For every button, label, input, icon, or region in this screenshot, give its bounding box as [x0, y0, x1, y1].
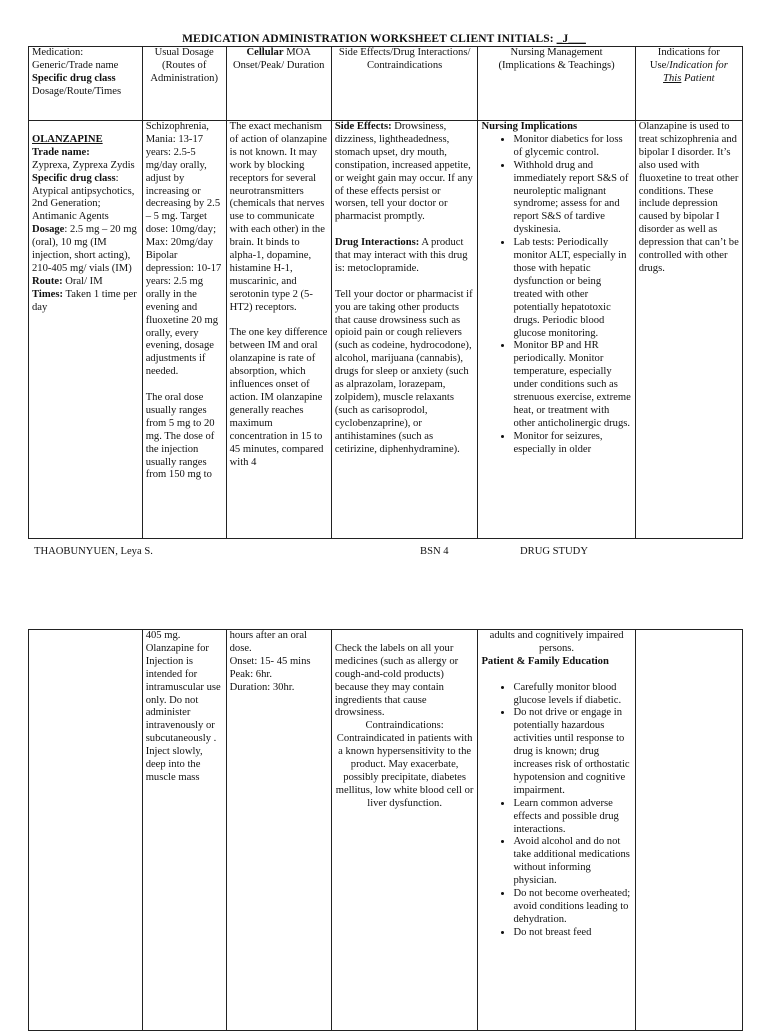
moa-cell: [226, 121, 331, 539]
content-row-page-2: [29, 630, 743, 1031]
footer-study-label: DRUG STUDY: [520, 546, 588, 557]
contraindications-text: Contraindicated in patients with a known hypersensitivity to the product. May exacerbate, possibly precipitate, diabetes mellitus, low white blood cell or liver dysfunction.: [335, 733, 474, 809]
client-initials: _J___: [556, 33, 586, 45]
usual-dosage-p3: 405 mg. Olanzapine for Injection is intended for intramuscular use only. Do not administer intravenously or subcutaneously . Inject slowly, deep into the muscle mass: [145, 630, 221, 783]
moa-p1: The exact mechanism of action of olanzapine is not known. It may work by blocking receptors for several neurotransmitters (chemicals that nerves use to communicate with each other) in the brain. It binds to alpha-1, dopamine, histamine H-1, muscarinic, and serotonin type 2 (5-HT2) receptors.: [229, 121, 327, 313]
moa-p2: The one key difference between IM and oral olanzapine is rate of absorption, which influences onset of action. IM olanzapine generally reaches maximum concentration in 15 to 45 minutes, compared with 4: [229, 327, 328, 468]
generic-name: OLANZAPINE: [32, 133, 103, 145]
worksheet-title-text: MEDICATION ADMINISTRATION WORKSHEET CLIENT INITIALS:: [182, 33, 557, 45]
patient-education-label: Patient & Family Education: [481, 655, 609, 667]
header-moa-rest: MOA Onset/Peak/ Duration: [232, 47, 325, 71]
list-item: • Do not become overheated; avoid conditions leading to dehydration.: [513, 888, 631, 927]
moa-onset: Onset: 15- 45 mins: [229, 655, 311, 667]
nursing-implications-list: [481, 134, 631, 457]
indications-cell-cont: [635, 630, 742, 1031]
header-usual-dosage: Usual Dosage (Routes of Administration): [142, 47, 226, 121]
list-item: • Do not drive or engage in potentially hazardous activities until response to drug is known; drug increases risk of orthostatic hypotension and cognitive impairment.: [513, 707, 631, 797]
nursing-cell: [478, 121, 635, 539]
contraindications-label: Contraindications:: [365, 720, 444, 732]
list-item: • Monitor BP and HR periodically. Monitor temperature, especially under conditions such as strenuous exercise, extreme heat, or treatment with other anticholinergic drugs.: [513, 340, 631, 430]
header-medication-line3: Specific drug class: [32, 72, 116, 84]
moa-p3: hours after an oral dose.: [229, 630, 307, 654]
side-effects-p4: Check the labels on all your medicines (such as allergy or cough-and-cold products) because they may contain ingredients that cause drowsiness.: [334, 642, 459, 719]
list-item: • Avoid alcohol and do not take additional medications without informing physician.: [513, 836, 631, 888]
header-side-effects: Side Effects/Drug Interactions/ Contraindications: [331, 47, 478, 121]
header-row: [29, 47, 743, 121]
header-moa-bold: Cellular: [246, 47, 284, 58]
nursing-continued: adults and cognitively impaired persons.: [489, 630, 624, 654]
trade-name: Zyprexa, Zyprexa Zydis: [32, 159, 135, 171]
route-label: Route:: [32, 275, 63, 287]
content-row-page-1: [29, 121, 743, 539]
drug-interactions-text: A product that may interact with this drug is: metoclopramide.: [334, 237, 468, 274]
header-indications-line1: Indications for Use/: [649, 47, 720, 71]
side-effects-label: Side Effects:: [334, 121, 392, 132]
side-effects-p3: Tell your doctor or pharmacist if you are taking other products that cause drowsiness such as opioid pain or cough relievers (such as codeine, hydrocodone), alcohol, marijuana (cannabis), drugs for sleep or anxiety (such as alprazolam, lorazepam, zolpidem), muscle relaxants (such as carisoprodol, cyclobenzaprine), or antihistamines (such as cetirizine, diphenhydramine).: [334, 288, 473, 455]
usual-dosage-p1: Schizophrenia, Mania: 13-17 years: 2.5-5 mg/day orally, adjust by increasing or decreasing by 2.5 – 5 mg. Target dose: 10mg/day; Max: 20mg/day Bipolar depression: 10-17 years: 2.5 mg orally in the evening and fluoxetine 20 mg orally, every evening, dosage adjustments if needed.: [145, 121, 222, 378]
usual-dosage-cell-cont: [142, 630, 226, 1031]
medication-cell: [29, 121, 143, 539]
nursing-cell-cont: [478, 630, 635, 1031]
header-medication: [29, 47, 143, 121]
header-indications-this: This: [663, 72, 682, 84]
drug-interactions-label: Drug Interactions:: [334, 237, 420, 249]
footer-student-name: THAOBUNYUEN, Leya S.: [34, 546, 153, 557]
nursing-implications-label: Nursing Implications: [481, 121, 578, 132]
times-label: Times:: [32, 288, 63, 300]
medication-cell-cont: [29, 630, 143, 1031]
header-indications-patient: Patient: [681, 72, 715, 84]
header-medication-line1: Medication:: [32, 47, 84, 58]
list-item: • Lab tests: Periodically monitor ALT, especially in those with hepatic dysfunction or being treated with other potentially hepatotoxic drugs. Periodic blood glucose monitoring.: [513, 237, 631, 340]
side-effects-text: Drowsiness, dizziness, lightheadedness, stomach upset, dry mouth, constipation, increased appetite, or weight gain may occur. If any of these effects persist or worsen, tell your doctor or pharmacist promptly.: [334, 121, 473, 223]
list-item: • Do not breast feed: [513, 927, 631, 940]
indications-cell: [635, 121, 742, 539]
dosage-label: Dosage: [32, 224, 65, 236]
moa-peak: Peak: 6hr.: [229, 668, 272, 680]
trade-name-label: Trade name:: [32, 146, 90, 158]
header-nursing: Nursing Management (Implications & Teachings): [478, 47, 635, 121]
header-indications-italic1: Indication for: [669, 59, 728, 71]
usual-dosage-p2: The oral dose usually ranges from 5 mg to 20 mg. The dose of the injection usually ranges from 150 mg to: [145, 392, 215, 481]
times: Taken 1 time per day: [32, 288, 137, 313]
header-medication-line2: Generic/Trade name: [32, 59, 119, 71]
footer-level: BSN 4: [420, 546, 449, 557]
drug-class-label: Specific drug class: [32, 172, 116, 184]
list-item: • Monitor for seizures, especially in older: [513, 431, 631, 457]
moa-duration: Duration: 30hr.: [229, 681, 295, 693]
list-item: • Learn common adverse effects and possible drug interactions.: [513, 798, 631, 837]
list-item: • Monitor diabetics for loss of glycemic control.: [513, 134, 631, 160]
patient-education-list: [481, 682, 631, 940]
header-moa: [226, 47, 331, 121]
dosage: : 2.5 mg – 20 mg (oral), 10 mg (IM injection, short acting), 210-405 mg/ vials (IM): [32, 224, 137, 274]
indications-text: Olanzapine is used to treat schizophrenia and bipolar I disorder. It’s also used with fluoxetine to treat other conditions. These include depression caused by bipolar I disorder as well as depression that can’t be controlled with other drugs.: [638, 121, 739, 274]
usual-dosage-cell: [142, 121, 226, 539]
side-effects-cell-cont: [331, 630, 478, 1031]
drug-class: : Atypical antipsychotics, 2nd Generation; Antimanic Agents: [32, 172, 135, 223]
list-item: • Carefully monitor blood glucose levels if diabetic.: [513, 682, 631, 708]
moa-cell-cont: [226, 630, 331, 1031]
header-indications: [635, 47, 742, 121]
list-item: • Withhold drug and immediately report S&S of neuroleptic malignant syndrome; assess for and report S&S of tardive dyskinesia.: [513, 160, 631, 237]
header-medication-line4: Dosage/Route/Times: [32, 85, 122, 97]
worksheet-table-page-1: [28, 46, 743, 539]
worksheet-title: [0, 33, 768, 45]
side-effects-cell: [331, 121, 478, 539]
route: Oral/ IM: [62, 275, 103, 287]
worksheet-table-page-2: [28, 629, 743, 1031]
